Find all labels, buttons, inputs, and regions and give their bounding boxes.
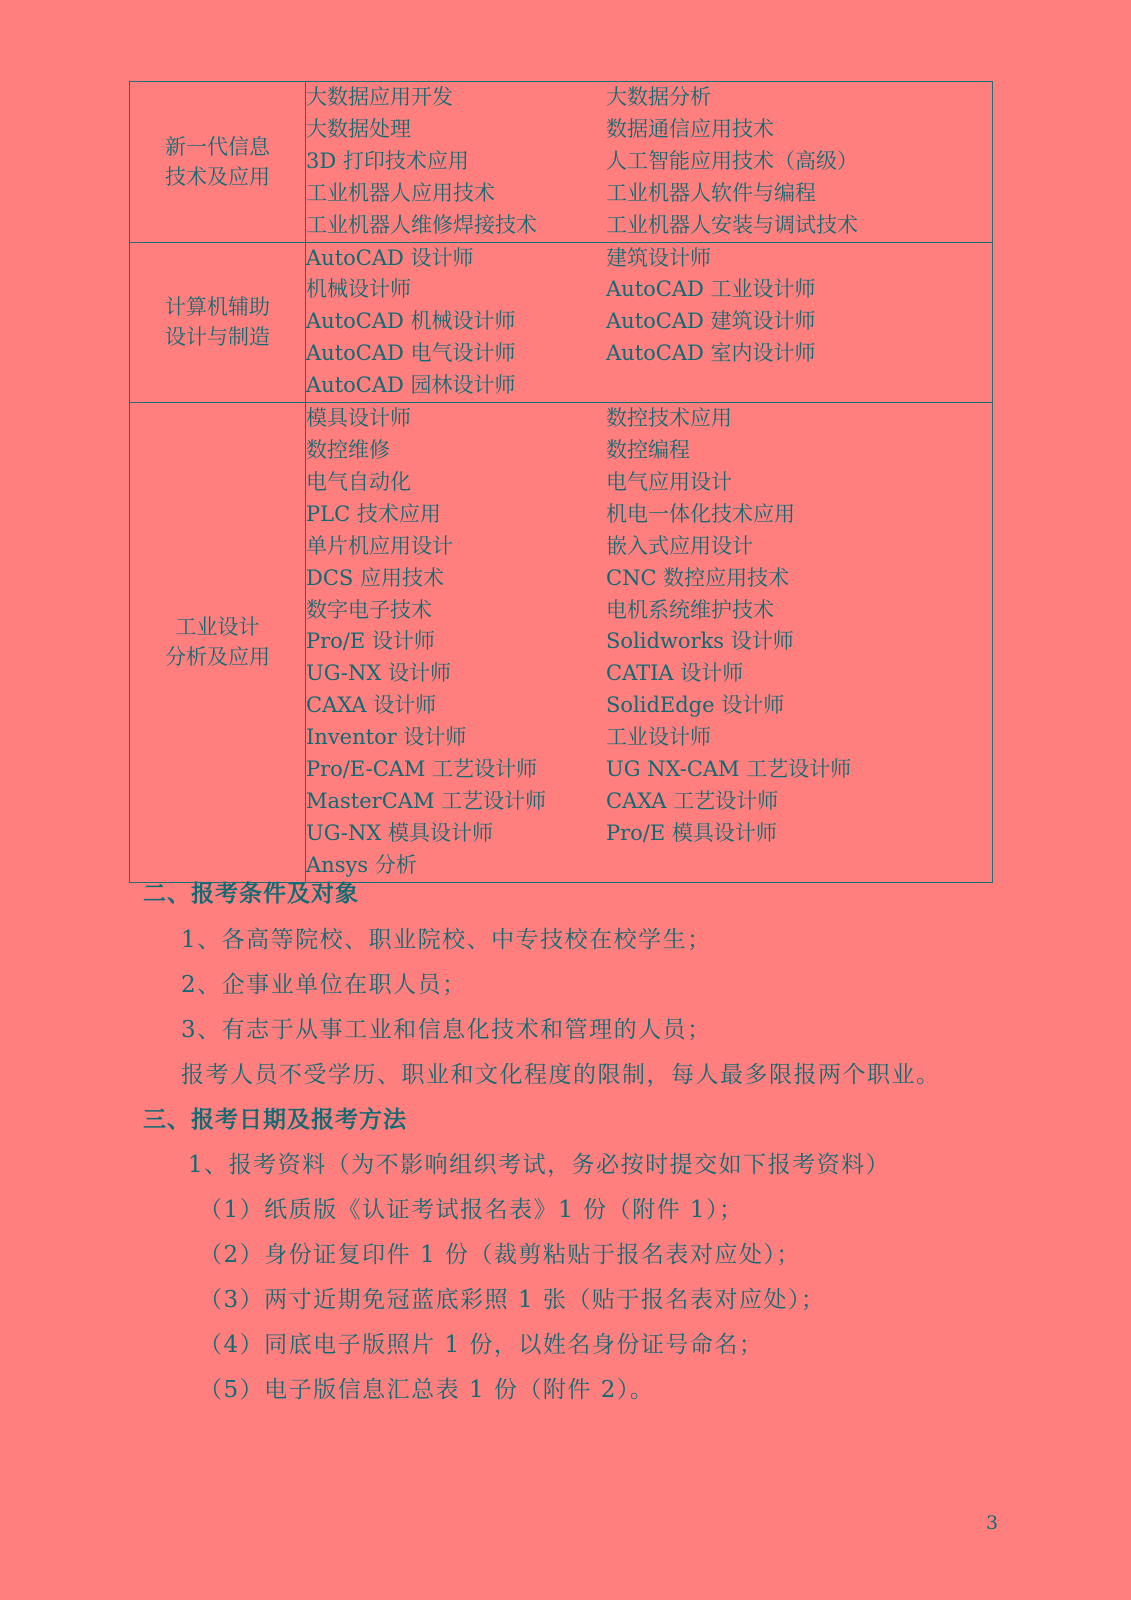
- section2-line: 2、企事业单位在职人员；: [181, 972, 467, 998]
- category-label: 新一代信息: [165, 134, 270, 159]
- section3-line: （2）身份证复印件 1 份（裁剪粘贴于报名表对应处）；: [199, 1242, 801, 1268]
- job-title: 大数据处理: [306, 116, 411, 141]
- job-list: [306, 403, 992, 882]
- section3-line: （4）同底电子版照片 1 份，以姓名身份证号命名；: [199, 1332, 764, 1358]
- job-title: 电气自动化: [306, 469, 411, 494]
- job-title: 单片机应用设计: [306, 533, 453, 558]
- job-list-cell: [306, 403, 993, 883]
- table-row: [130, 82, 993, 243]
- category-cell: [130, 403, 306, 883]
- job-list: [306, 243, 992, 403]
- job-category-table: [129, 81, 993, 883]
- category-label: 计算机辅助: [165, 295, 270, 320]
- category-cell: [130, 82, 306, 243]
- job-title: 数控维修: [306, 437, 390, 462]
- job-title: 机电一体化技术应用: [606, 501, 795, 526]
- category-cell: [130, 242, 306, 403]
- job-title: AutoCAD 园林设计师: [306, 373, 516, 398]
- category-label: 技术及应用: [165, 164, 270, 189]
- job-title: AutoCAD 建筑设计师: [606, 309, 816, 334]
- job-title: 模具设计师: [306, 406, 411, 431]
- job-title: 工业设计师: [606, 725, 711, 750]
- table-row: [130, 242, 993, 403]
- job-title: 大数据分析: [606, 85, 711, 109]
- job-title: 工业机器人安装与调试技术: [606, 212, 858, 237]
- job-list-cell: [306, 82, 993, 243]
- job-title: 工业机器人软件与编程: [606, 180, 816, 205]
- table-row: [130, 403, 993, 883]
- category-label: 设计与制造: [165, 325, 270, 350]
- job-title: DCS 应用技术: [306, 565, 444, 590]
- job-title: 数控技术应用: [606, 406, 732, 431]
- job-title: 嵌入式应用设计: [606, 533, 753, 558]
- job-title: UG NX-CAM 工艺设计师: [606, 757, 852, 782]
- job-title: CAXA 设计师: [306, 693, 437, 718]
- job-title: 人工智能应用技术（高级）: [606, 148, 858, 173]
- page-number: 3: [986, 1512, 999, 1534]
- job-title: CAXA 工艺设计师: [606, 788, 779, 813]
- job-title: Solidworks 设计师: [606, 629, 794, 654]
- job-title: 电气应用设计: [606, 469, 732, 494]
- job-title: 数控编程: [606, 437, 690, 462]
- job-title: Ansys 分析: [306, 852, 417, 877]
- job-list: [306, 82, 992, 242]
- job-title: SolidEdge 设计师: [606, 693, 785, 718]
- job-title: CNC 数控应用技术: [606, 565, 790, 590]
- job-title: 数字电子技术: [306, 597, 432, 622]
- section3-subheading: 1、报考资料（为不影响组织考试，务必按时提交如下报考资料）: [188, 1152, 891, 1178]
- job-title: 电机系统维护技术: [606, 597, 774, 622]
- section3-line: （5）电子版信息汇总表 1 份（附件 2）。: [199, 1377, 655, 1403]
- section3-line: （1）纸质版《认证考试报名表》1 份（附件 1）；: [199, 1197, 744, 1223]
- job-title: Pro/E 设计师: [306, 629, 435, 654]
- section2-heading: 二、报考条件及对象: [143, 880, 359, 907]
- job-title: 大数据应用开发: [306, 85, 453, 109]
- job-title: 建筑设计师: [606, 245, 711, 270]
- job-title: UG-NX 模具设计师: [306, 820, 493, 845]
- job-list-cell: [306, 242, 993, 403]
- job-title: Pro/E 模具设计师: [606, 820, 777, 845]
- job-title: AutoCAD 工业设计师: [606, 277, 816, 302]
- job-title: AutoCAD 设计师: [306, 245, 474, 270]
- job-title: UG-NX 设计师: [306, 661, 451, 686]
- job-title: CATIA 设计师: [606, 661, 744, 686]
- job-title: AutoCAD 机械设计师: [306, 309, 516, 334]
- job-title: 数据通信应用技术: [606, 116, 774, 141]
- section3-line: （3）两寸近期免冠蓝底彩照 1 张（贴于报名表对应处）；: [199, 1287, 826, 1313]
- job-title: 工业机器人应用技术: [306, 180, 495, 205]
- job-title: MasterCAM 工艺设计师: [306, 788, 547, 813]
- job-title: Pro/E-CAM 工艺设计师: [306, 757, 538, 782]
- job-title: Inventor 设计师: [306, 725, 467, 750]
- section2-line: 3、有志于从事工业和信息化技术和管理的人员；: [181, 1017, 712, 1043]
- job-title: PLC 技术应用: [306, 501, 441, 526]
- category-label: 工业设计: [175, 615, 260, 640]
- section2-line: 1、各高等院校、职业院校、中专技校在校学生；: [181, 927, 712, 953]
- job-title: 3D 打印技术应用: [306, 148, 469, 173]
- job-title: 工业机器人维修焊接技术: [306, 212, 537, 237]
- category-label: 分析及应用: [165, 645, 270, 670]
- job-title: 机械设计师: [306, 277, 411, 302]
- section2-note: 报考人员不受学历、职业和文化程度的限制，每人最多限报两个职业。: [181, 1062, 941, 1088]
- job-title: AutoCAD 电气设计师: [306, 341, 516, 366]
- job-title: AutoCAD 室内设计师: [606, 341, 816, 366]
- section3-heading: 三、报考日期及报考方法: [143, 1106, 407, 1133]
